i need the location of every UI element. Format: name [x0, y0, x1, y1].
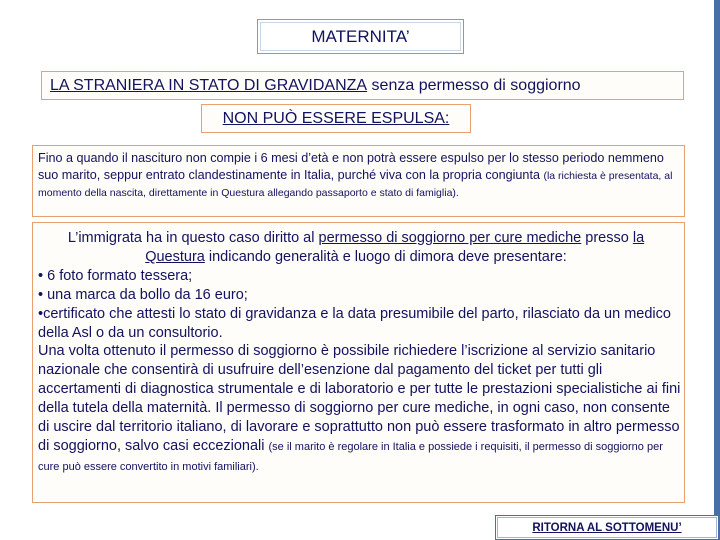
bullet-stamp: • una marca da bollo da 16 euro;: [38, 286, 248, 303]
page-title: [257, 19, 464, 54]
box1-note: (la richiesta è presentata, al momento della nascita, direttamente in Questura allegando passaporto e stato di famiglia).: [38, 169, 673, 199]
box2-intro: [38, 229, 684, 267]
residence-permit-link: permesso di soggiorno per cure mediche: [318, 230, 582, 246]
box2-note: (se il marito è regolare in Italia e possiede i requisiti, il permesso di soggiorno per cure può essere convertito in motivi familiari).: [38, 440, 663, 473]
expel-box: [201, 104, 471, 133]
back-to-submenu-label: RITORNA AL SOTTOMENU’: [532, 521, 682, 534]
page-title-text: MATERNITA’: [311, 26, 410, 46]
box2-paragraph: [38, 342, 684, 477]
expel-text: NON PUÒ ESSERE ESPULSA:: [222, 109, 450, 127]
headline-underlined: LA STRANIERA IN STATO DI GRAVIDANZA: [50, 76, 368, 94]
bullet-photos: • 6 foto formato tessera;: [38, 267, 193, 284]
bullet-certificate: •certificato che attesti lo stato di gravidanza e la data presumibile del parto, rilasciato da un medico della Asl o da un consultorio.: [38, 305, 671, 341]
box2-intro-c: indicando generalità e luogo di dimora deve presentare:: [204, 248, 567, 265]
box2-para-text: Una volta ottenuto il permesso di soggiorno è possibile richiedere l’iscrizione al servizio sanitario nazionale che consentirà di usufruire dell’esenzione dal pagamento del ticket per tutti gli accertamenti di diagnostica strumentale e di laboratorio e per tutte le prestazioni specialistiche ai fini della tutela della maternità. Il permesso di soggiorno per cure mediche, in ogni caso, non consente di uscire dal territorio italiano, di lavorare e soprattutto non può essere trasformato in altro permesso di soggiorno, salvo casi eccezionali: [38, 343, 681, 454]
headline-box: [41, 71, 684, 100]
right-accent-bar: [714, 0, 720, 540]
back-to-submenu-button[interactable]: [495, 515, 719, 540]
box2-intro-a: L’immigrata ha in questo caso diritto al: [67, 230, 319, 246]
box1-main-text: Fino a quando il nascituro non compie i 6 mesi d’età e non potrà essere espulso per lo stesso periodo nemmeno suo marito, seppur entrato clandestinamente in Italia, purché viva con la propria congiunta: [38, 151, 664, 182]
questura-link: la Questura: [145, 230, 645, 265]
info-box-1: [32, 145, 685, 217]
headline-rest: senza permesso di soggiorno: [367, 76, 581, 94]
info-box-2: [32, 222, 685, 503]
box2-intro-b: presso: [581, 230, 633, 246]
